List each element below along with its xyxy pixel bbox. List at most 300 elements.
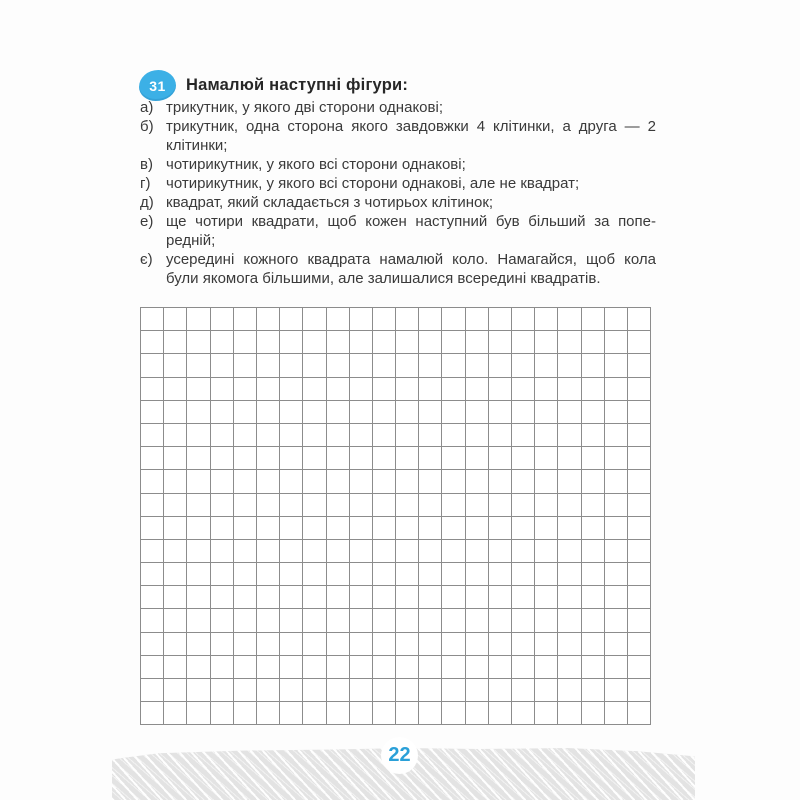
grid-cell — [280, 378, 303, 401]
grid-cell — [373, 424, 396, 447]
grid-cell — [187, 633, 210, 656]
grid-cell — [234, 494, 257, 517]
grid-cell — [280, 354, 303, 377]
grid-cell — [280, 679, 303, 702]
grid-cell — [605, 470, 628, 493]
grid-cell — [303, 563, 326, 586]
grid-cell — [419, 656, 442, 679]
grid-cell — [628, 540, 651, 563]
grid-cell — [535, 378, 558, 401]
grid-cell — [164, 470, 187, 493]
grid-cell — [582, 378, 605, 401]
grid-cell — [257, 331, 280, 354]
grid-cell — [350, 517, 373, 540]
grid-cell — [605, 517, 628, 540]
grid-cell — [466, 609, 489, 632]
grid-cell — [211, 679, 234, 702]
grid-cell — [211, 540, 234, 563]
grid-cell — [373, 679, 396, 702]
grid-cell — [257, 586, 280, 609]
grid-cell — [582, 308, 605, 331]
grid-cell — [164, 609, 187, 632]
grid-cell — [141, 586, 164, 609]
grid-cell — [350, 679, 373, 702]
grid-cell — [373, 656, 396, 679]
grid-cell — [558, 447, 581, 470]
grid-cell — [350, 331, 373, 354]
grid-cell — [234, 470, 257, 493]
grid-cell — [373, 517, 396, 540]
list-item-text: усередині кожного квадрата намалюй коло. Намагайся, щоб кола були якомога більшими, але залишалися всередині квадратів. — [166, 251, 656, 287]
grid-cell — [327, 378, 350, 401]
grid-cell — [327, 656, 350, 679]
grid-cell — [187, 679, 210, 702]
grid-cell — [512, 447, 535, 470]
grid-cell — [512, 586, 535, 609]
grid-cell — [164, 331, 187, 354]
grid-cell — [280, 702, 303, 725]
grid-cell — [396, 656, 419, 679]
grid-cell — [535, 586, 558, 609]
grid-cell — [535, 633, 558, 656]
grid-cell — [582, 424, 605, 447]
grid-cell — [582, 540, 605, 563]
grid-cell — [257, 633, 280, 656]
grid-cell — [466, 563, 489, 586]
grid-cell — [234, 331, 257, 354]
grid-cell — [605, 563, 628, 586]
grid-cell — [164, 679, 187, 702]
grid-cell — [442, 563, 465, 586]
grid-cell — [396, 494, 419, 517]
grid-cell — [628, 354, 651, 377]
grid-cell — [419, 563, 442, 586]
grid-cell — [141, 702, 164, 725]
grid-cell — [628, 609, 651, 632]
grid-cell — [350, 378, 373, 401]
grid-cell — [373, 331, 396, 354]
grid-cell — [164, 563, 187, 586]
list-item — [140, 250, 656, 288]
grid-cell — [535, 494, 558, 517]
grid-cell — [211, 424, 234, 447]
grid-cell — [257, 494, 280, 517]
grid-cell — [489, 609, 512, 632]
grid-cell — [466, 679, 489, 702]
grid-cell — [628, 401, 651, 424]
grid-cell — [373, 401, 396, 424]
grid-cell — [558, 656, 581, 679]
grid-cell — [350, 424, 373, 447]
grid-cell — [303, 401, 326, 424]
list-item-text: трикутник, одна сторона якого завдовжки 4 клітинки, а друга — 2 клітинки; — [166, 118, 656, 154]
grid-cell — [303, 378, 326, 401]
grid-cell — [582, 702, 605, 725]
grid-cell — [489, 331, 512, 354]
grid-cell — [327, 354, 350, 377]
grid-cell — [582, 470, 605, 493]
grid-cell — [234, 424, 257, 447]
grid-cell — [489, 470, 512, 493]
grid-cell — [582, 331, 605, 354]
grid-cell — [327, 331, 350, 354]
grid-cell — [350, 633, 373, 656]
grid-cell — [327, 702, 350, 725]
grid-cell — [396, 401, 419, 424]
grid-cell — [396, 517, 419, 540]
grid-cell — [211, 308, 234, 331]
grid-cell — [442, 586, 465, 609]
grid-cell — [187, 308, 210, 331]
grid-cell — [512, 424, 535, 447]
grid-cell — [396, 470, 419, 493]
grid-cell — [327, 563, 350, 586]
grid-cell — [303, 331, 326, 354]
grid-cell — [582, 679, 605, 702]
grid-cell — [535, 679, 558, 702]
grid-cell — [512, 563, 535, 586]
grid-cell — [141, 656, 164, 679]
grid-cell — [535, 401, 558, 424]
grid-cell — [327, 609, 350, 632]
grid-cell — [489, 424, 512, 447]
grid-cell — [628, 494, 651, 517]
grid-cell — [535, 563, 558, 586]
grid-cell — [373, 378, 396, 401]
grid-cell — [211, 447, 234, 470]
grid-cell — [442, 517, 465, 540]
grid-cell — [257, 656, 280, 679]
grid-cell — [164, 447, 187, 470]
grid-cell — [442, 494, 465, 517]
task-list — [140, 98, 656, 288]
grid-cell — [373, 563, 396, 586]
grid-cell — [211, 494, 234, 517]
grid-cell — [466, 331, 489, 354]
grid-cell — [628, 633, 651, 656]
grid-cell — [535, 424, 558, 447]
grid-cell — [141, 331, 164, 354]
grid-cell — [211, 470, 234, 493]
grid-cell — [234, 401, 257, 424]
grid-cell — [350, 447, 373, 470]
grid-cell — [303, 679, 326, 702]
grid-cell — [164, 354, 187, 377]
grid-cell — [582, 633, 605, 656]
grid-cell — [211, 609, 234, 632]
grid-cell — [535, 354, 558, 377]
grid-cell — [442, 540, 465, 563]
grid-cell — [419, 401, 442, 424]
grid-cell — [164, 633, 187, 656]
grid-cell — [605, 633, 628, 656]
grid-cell — [535, 447, 558, 470]
grid-cell — [280, 494, 303, 517]
grid-cell — [512, 494, 535, 517]
grid-cell — [234, 633, 257, 656]
grid-cell — [327, 308, 350, 331]
grid-cell — [141, 401, 164, 424]
grid-cell — [558, 331, 581, 354]
grid-cell — [396, 378, 419, 401]
grid-cell — [257, 378, 280, 401]
grid-cell — [327, 447, 350, 470]
grid-cell — [373, 609, 396, 632]
grid-cell — [164, 517, 187, 540]
grid-cell — [466, 308, 489, 331]
grid-cell — [535, 609, 558, 632]
grid-cell — [350, 609, 373, 632]
grid-cell — [327, 679, 350, 702]
grid-cell — [211, 633, 234, 656]
grid-cell — [605, 401, 628, 424]
grid-cell — [605, 331, 628, 354]
grid-cell — [419, 609, 442, 632]
grid-cell — [211, 656, 234, 679]
grid-cell — [280, 609, 303, 632]
grid-cell — [211, 586, 234, 609]
grid-cell — [535, 702, 558, 725]
grid-cell — [628, 447, 651, 470]
grid-cell — [628, 517, 651, 540]
grid-cell — [350, 656, 373, 679]
grid-cell — [628, 702, 651, 725]
grid-cell — [489, 447, 512, 470]
list-item-text: квадрат, який складається з чотирьох клітинок; — [166, 194, 494, 211]
grid-cell — [466, 401, 489, 424]
list-item-label: г) — [140, 175, 151, 192]
grid-cell — [164, 540, 187, 563]
grid-cell — [442, 331, 465, 354]
grid-cell — [303, 540, 326, 563]
grid-cell — [489, 401, 512, 424]
grid-cell — [489, 563, 512, 586]
grid-cell — [558, 540, 581, 563]
grid-cell — [442, 679, 465, 702]
grid-cell — [605, 308, 628, 331]
grid-cell — [350, 494, 373, 517]
grid-cell — [558, 308, 581, 331]
grid-cell — [396, 633, 419, 656]
grid-cell — [211, 401, 234, 424]
grid-cell — [535, 308, 558, 331]
grid-cell — [396, 424, 419, 447]
grid-cell — [211, 563, 234, 586]
grid-cell — [303, 308, 326, 331]
list-item-label: е) — [140, 213, 154, 230]
exercise-header — [139, 70, 408, 101]
grid-cell — [442, 702, 465, 725]
grid-cell — [512, 308, 535, 331]
grid-cell — [303, 470, 326, 493]
grid-cell — [257, 401, 280, 424]
grid-cell — [489, 378, 512, 401]
grid-cell — [350, 702, 373, 725]
grid-cell — [396, 308, 419, 331]
grid-cell — [141, 424, 164, 447]
grid-cell — [419, 633, 442, 656]
grid-cell — [442, 470, 465, 493]
grid-cell — [489, 586, 512, 609]
grid-cell — [327, 470, 350, 493]
grid-cell — [605, 586, 628, 609]
grid-cell — [396, 447, 419, 470]
grid-cell — [234, 656, 257, 679]
grid-cell — [466, 702, 489, 725]
grid-cell — [164, 702, 187, 725]
grid-cell — [211, 378, 234, 401]
grid-cell — [164, 586, 187, 609]
grid-cell — [187, 447, 210, 470]
grid-cell — [535, 331, 558, 354]
grid-cell — [234, 540, 257, 563]
grid-cell — [535, 540, 558, 563]
grid-cell — [605, 494, 628, 517]
grid-cell — [396, 540, 419, 563]
grid-cell — [605, 656, 628, 679]
grid-cell — [558, 633, 581, 656]
grid-cell — [605, 378, 628, 401]
grid-cell — [234, 609, 257, 632]
grid-cell — [442, 354, 465, 377]
grid-cell — [582, 494, 605, 517]
grid-cell — [187, 424, 210, 447]
list-item-label: б) — [140, 118, 154, 135]
grid-cell — [141, 633, 164, 656]
grid-cell — [628, 586, 651, 609]
grid-cell — [187, 378, 210, 401]
grid-cell — [558, 470, 581, 493]
grid-cell — [303, 517, 326, 540]
grid-cell — [187, 586, 210, 609]
grid-cell — [466, 540, 489, 563]
grid-cell — [489, 308, 512, 331]
grid-cell — [419, 702, 442, 725]
grid-cell — [466, 378, 489, 401]
grid-cell — [396, 331, 419, 354]
grid-cell — [396, 354, 419, 377]
grid-cell — [558, 494, 581, 517]
grid-cell — [605, 702, 628, 725]
grid-cell — [257, 609, 280, 632]
list-item — [140, 174, 656, 193]
list-item — [140, 193, 656, 212]
grid-cell — [512, 679, 535, 702]
grid-cell — [535, 656, 558, 679]
grid-cell — [512, 609, 535, 632]
exercise-title: Намалюй наступні фігури: — [186, 76, 409, 94]
grid-cell — [419, 354, 442, 377]
grid-cell — [350, 540, 373, 563]
grid-cell — [303, 586, 326, 609]
grid-cell — [327, 401, 350, 424]
grid-cell — [350, 563, 373, 586]
grid-cell — [257, 702, 280, 725]
grid-cell — [141, 517, 164, 540]
grid-cell — [512, 331, 535, 354]
grid-cell — [489, 679, 512, 702]
grid-cell — [257, 563, 280, 586]
list-item-text: чотирикутник, у якого всі сторони однакові; — [166, 156, 466, 173]
grid-cell — [234, 354, 257, 377]
list-item-label: а) — [140, 99, 154, 116]
grid-cell — [141, 563, 164, 586]
grid-cell — [605, 424, 628, 447]
grid-cell — [558, 586, 581, 609]
grid-cell — [141, 494, 164, 517]
grid-cell — [628, 378, 651, 401]
grid-cell — [582, 401, 605, 424]
grid-cell — [582, 447, 605, 470]
grid-cell — [280, 401, 303, 424]
grid-cell — [327, 424, 350, 447]
grid-cell — [327, 540, 350, 563]
list-item — [140, 117, 656, 155]
grid-cell — [558, 609, 581, 632]
grid-cell — [187, 540, 210, 563]
grid-cell — [535, 517, 558, 540]
grid-cell — [234, 586, 257, 609]
grid-cell — [582, 586, 605, 609]
grid-cell — [419, 540, 442, 563]
grid-cell — [234, 447, 257, 470]
grid-cell — [257, 308, 280, 331]
grid-cell — [419, 378, 442, 401]
grid-cell — [419, 494, 442, 517]
grid-cell — [628, 424, 651, 447]
grid-cell — [442, 633, 465, 656]
grid-cell — [605, 447, 628, 470]
grid-cell — [327, 494, 350, 517]
grid-cell — [327, 517, 350, 540]
grid-cell — [280, 656, 303, 679]
grid-cell — [512, 633, 535, 656]
grid-cell — [628, 563, 651, 586]
grid-cell — [234, 679, 257, 702]
grid-cell — [512, 540, 535, 563]
grid-cell — [466, 633, 489, 656]
grid-cell — [396, 586, 419, 609]
grid-cell — [187, 656, 210, 679]
grid-cell — [141, 540, 164, 563]
grid-cell — [442, 378, 465, 401]
grid-cell — [373, 586, 396, 609]
grid-cell — [466, 494, 489, 517]
grid-cell — [303, 447, 326, 470]
grid-cell — [327, 633, 350, 656]
grid-cell — [512, 517, 535, 540]
grid-cell — [558, 563, 581, 586]
grid-cell — [257, 517, 280, 540]
list-item-label: в) — [140, 156, 153, 173]
grid-cell — [582, 354, 605, 377]
grid-cell — [280, 331, 303, 354]
grid-cell — [187, 331, 210, 354]
grid-cell — [187, 494, 210, 517]
grid-cell — [187, 702, 210, 725]
grid-cell — [141, 308, 164, 331]
grid-cell — [558, 401, 581, 424]
grid-cell — [512, 702, 535, 725]
grid-cell — [489, 540, 512, 563]
grid-cell — [187, 609, 210, 632]
grid-cell — [303, 656, 326, 679]
grid-cell — [419, 679, 442, 702]
list-item — [140, 155, 656, 174]
grid-cell — [257, 540, 280, 563]
grid-cell — [605, 540, 628, 563]
grid-cell — [373, 447, 396, 470]
